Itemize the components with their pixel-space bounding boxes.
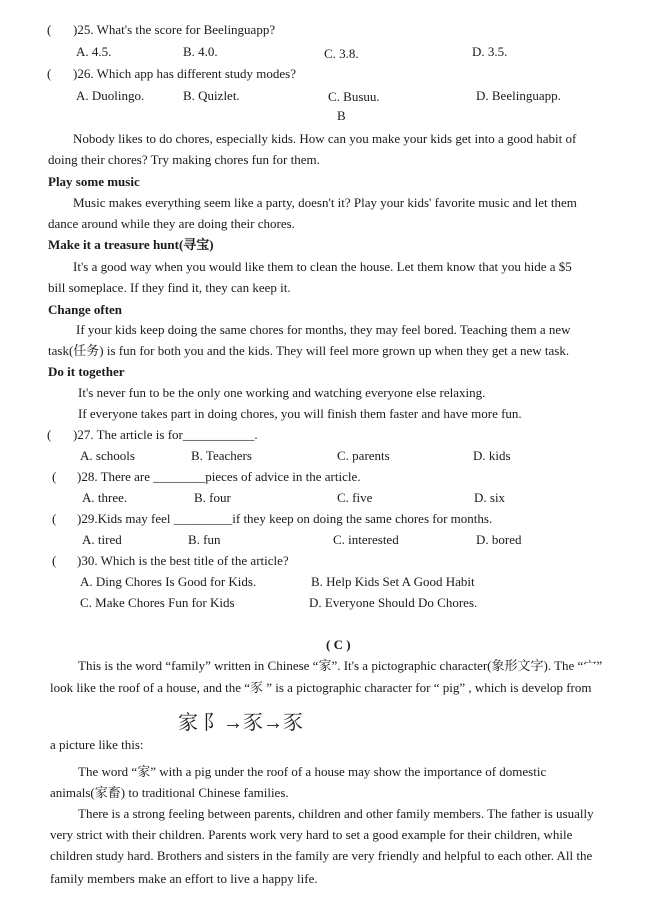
passage-c-line2: look like the roof of a house, and the “豕 ” is a pictographic character for “ pig” , which is develop from	[50, 680, 592, 695]
treasure-hunt-line1: It's a good way when you would like them to clean the house. Let them know that you hide a $5	[73, 259, 572, 274]
q27-option-a: A. schools	[80, 448, 135, 463]
heading-change-often: Change often	[48, 302, 123, 317]
passage-c-line1: This is the word “family” written in Chinese “家”. It's a pictographic character(象形文字). The “宀”	[78, 658, 603, 673]
q28-option-d: D. six	[474, 490, 506, 505]
q29-option-b: B. fun	[188, 532, 221, 547]
q28-option-c: C. five	[337, 490, 373, 505]
q26-option-b: B. Quizlet.	[183, 88, 240, 103]
q30-option-c: C. Make Chores Fun for Kids	[80, 595, 235, 610]
q28-option-a: A. three.	[82, 490, 128, 505]
q27-stem-text: )27. The article is for	[73, 427, 183, 442]
q25-paren: (	[47, 22, 52, 37]
q29-option-d: D. bored	[476, 532, 522, 547]
passage-c-line3: a picture like this:	[50, 737, 144, 752]
q26-paren: (	[47, 66, 52, 81]
q26-option-c: C. Busuu.	[328, 89, 380, 104]
passage-c-line6: There is a strong feeling between parents, children and other family members. The father is usually	[78, 806, 594, 821]
q27-stem	[73, 427, 258, 443]
q27-paren: (	[47, 427, 52, 442]
play-music-line1: Music makes everything seem like a party, doesn't it? Play your kids' favorite music and let them	[73, 195, 577, 210]
q27-option-d: D. kids	[473, 448, 511, 463]
q28-paren: (	[52, 469, 57, 484]
q30-paren: (	[52, 553, 57, 568]
q30-option-b: B. Help Kids Set A Good Habit	[311, 574, 475, 589]
q26-option-a: A. Duolingo.	[76, 88, 145, 103]
q25-stem: )25. What's the score for Beelinguapp?	[73, 22, 276, 37]
q25-option-d: D. 3.5.	[472, 44, 508, 59]
q29-option-c: C. interested	[333, 532, 399, 547]
passage-c-line9: family members make an effort to live a happy life.	[50, 871, 318, 886]
heading-treasure-hunt: Make it a treasure hunt(寻宝)	[48, 237, 214, 252]
q30-stem: )30. Which is the best title of the article?	[77, 553, 289, 568]
q29-stem: )29.Kids may feel _________if they keep on doing the same chores for months.	[77, 511, 493, 526]
q27-option-c: C. parents	[337, 448, 390, 463]
q26-option-d: D. Beelinguapp.	[476, 88, 561, 103]
q25-option-b: B. 4.0.	[183, 44, 218, 59]
pictograph-evolution: 家 ⻖→豕→豕	[178, 712, 303, 734]
q25-option-c: C. 3.8.	[324, 46, 359, 61]
passage-b-intro-line2: doing their chores? Try making chores fun for them.	[48, 152, 320, 167]
passage-c-line7: very strict with their children. Parents work very hard to set a good example for their children, while	[50, 827, 573, 842]
q30-option-a: A. Ding Chores Is Good for Kids.	[80, 574, 257, 589]
q28-option-b: B. four	[194, 490, 231, 505]
heading-do-together: Do it together	[48, 364, 125, 379]
passage-c-line5: animals(家畜) to traditional Chinese families.	[50, 785, 289, 800]
treasure-hunt-line2: bill someplace. If they find it, they can keep it.	[48, 280, 291, 295]
play-music-line2: dance around while they are doing their chores.	[48, 216, 295, 231]
passage-c-line4: The word “家” with a pig under the roof of a house may show the importance of domestic	[78, 764, 547, 779]
heading-play-music: Play some music	[48, 174, 140, 189]
q30-option-d: D. Everyone Should Do Chores.	[309, 595, 478, 610]
section-b-label: B	[337, 108, 346, 123]
passage-b-intro-line1: Nobody likes to do chores, especially kids. How can you make your kids get into a good habit of	[73, 131, 577, 146]
passage-c-line8: children study hard. Brothers and sisters in the family are very friendly and helpful to each other. All the	[50, 848, 593, 863]
q29-option-a: A. tired	[82, 532, 122, 547]
q27-option-b: B. Teachers	[191, 448, 252, 463]
q29-paren: (	[52, 511, 57, 526]
change-often-line2: task(任务) is fun for both you and the kids. They will feel more grown up when they get a new task.	[48, 343, 570, 358]
q28-stem: )28. There are ________pieces of advice in the article.	[77, 469, 361, 484]
change-often-line1: If your kids keep doing the same chores for months, they may feel bored. Teaching them a new	[76, 322, 571, 337]
q27-blank: ___________.	[182, 427, 258, 442]
q25-option-a: A. 4.5.	[76, 44, 112, 59]
do-together-line2: If everyone takes part in doing chores, you will finish them faster and have more fun.	[78, 406, 522, 421]
q26-stem: )26. Which app has different study modes?	[73, 66, 296, 81]
do-together-line1: It's never fun to be the only one working and watching everyone else relaxing.	[78, 385, 486, 400]
section-c-label: ( C )	[326, 637, 351, 652]
